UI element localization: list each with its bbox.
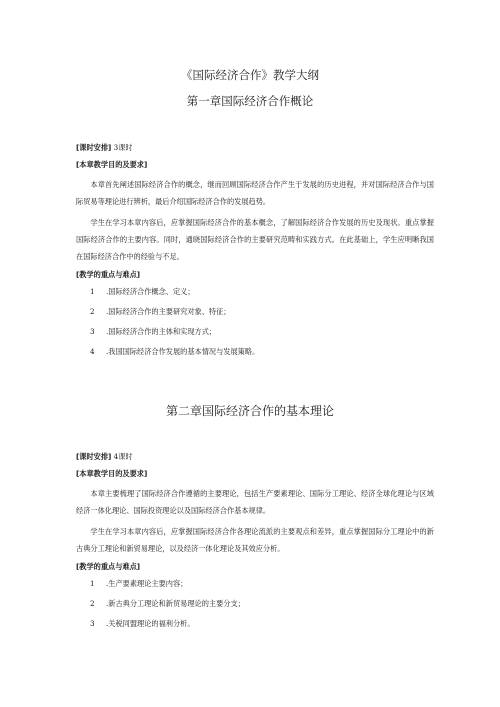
schedule-line: [76, 142, 434, 154]
key-points-heading: [教学的重点与难点]: [76, 270, 141, 279]
list-text: .生产要素理论主要内容；: [106, 579, 188, 588]
list-number: 3: [90, 619, 95, 628]
list-number: 3: [90, 327, 95, 336]
list-item: [76, 598, 434, 610]
list-text: .关税同盟理论的福利分析。: [106, 619, 195, 628]
list-text: .新古典分工理论和新贸易理论的主要分支；: [106, 599, 245, 608]
schedule-label: [课时安排]: [76, 143, 112, 152]
list-number: 1: [90, 579, 95, 588]
list-text: .国际经济合作概念、定义；: [106, 287, 195, 296]
paragraph: 学生在学习本章内容后，应掌握国际经济合作的基本概念，了解国际经济合作发展的历史及现状。重点掌握国际经济合作的主要内容。同时，通晓国际经济合作的主要研究范畴和实践方式。在此基础上，学生应明晰我国在国际经济合作中的经验与不足。: [76, 218, 434, 261]
chapter-2-title: 第二章国际经济合作的基本理论: [165, 404, 334, 418]
list-text: .国际经济合作的主要研究对象、特征；: [106, 307, 231, 316]
chapter-1-section: [76, 142, 434, 366]
list-item: [76, 306, 434, 318]
objectives-heading: [本章教学目的及要求]: [76, 160, 148, 169]
document-title: 《国际经济合作》教学大纲: [181, 68, 319, 82]
list-number: 2: [90, 307, 95, 316]
paragraph: 本章首先阐述国际经济合作的概念，继而回顾国际经济合作产生于发展的历史进程，并对国际经济合作与国际贸易等理论进行辨析，最后介绍国际经济合作的发展趋势。: [76, 180, 434, 206]
list-item: [76, 326, 434, 338]
list-text: .我国国际经济合作发展的基本情况与发展策略。: [106, 347, 260, 356]
list-item: [76, 618, 434, 630]
list-number: 1: [90, 287, 95, 296]
key-points-heading: [教学的重点与难点]: [76, 562, 141, 571]
list-item: [76, 578, 434, 590]
schedule-value: 4课时: [113, 452, 133, 461]
list-item: [76, 346, 434, 358]
list-text: .国际经济合作的主体和实现方式；: [106, 327, 217, 336]
objectives-heading: [本章教学目的及要求]: [76, 469, 148, 478]
schedule-value: 3课时: [113, 143, 133, 152]
chapter-1-title: 第一章国际经济合作概论: [186, 94, 314, 108]
paragraph: 学生在学习本章内容后，应掌握国际经济合作各理论流派的主要观点和差异，重点掌握国际分工理论中的新古典分工理论和新贸易理论，以及经济一体化理论及其效应分析。: [76, 527, 434, 553]
schedule-line: [76, 451, 434, 463]
schedule-label: [课时安排]: [76, 452, 112, 461]
list-number: 4: [90, 347, 95, 356]
paragraph: 本章主要梳理了国际经济合作遵循的主要理论，包括生产要素理论、国际分工理论、经济全球化理论与区域经济一体化理论、国际投资理论以及国际经济合作基本规律。: [76, 489, 434, 515]
list-number: 2: [90, 599, 95, 608]
list-item: [76, 286, 434, 298]
chapter-2-section: [76, 451, 434, 638]
